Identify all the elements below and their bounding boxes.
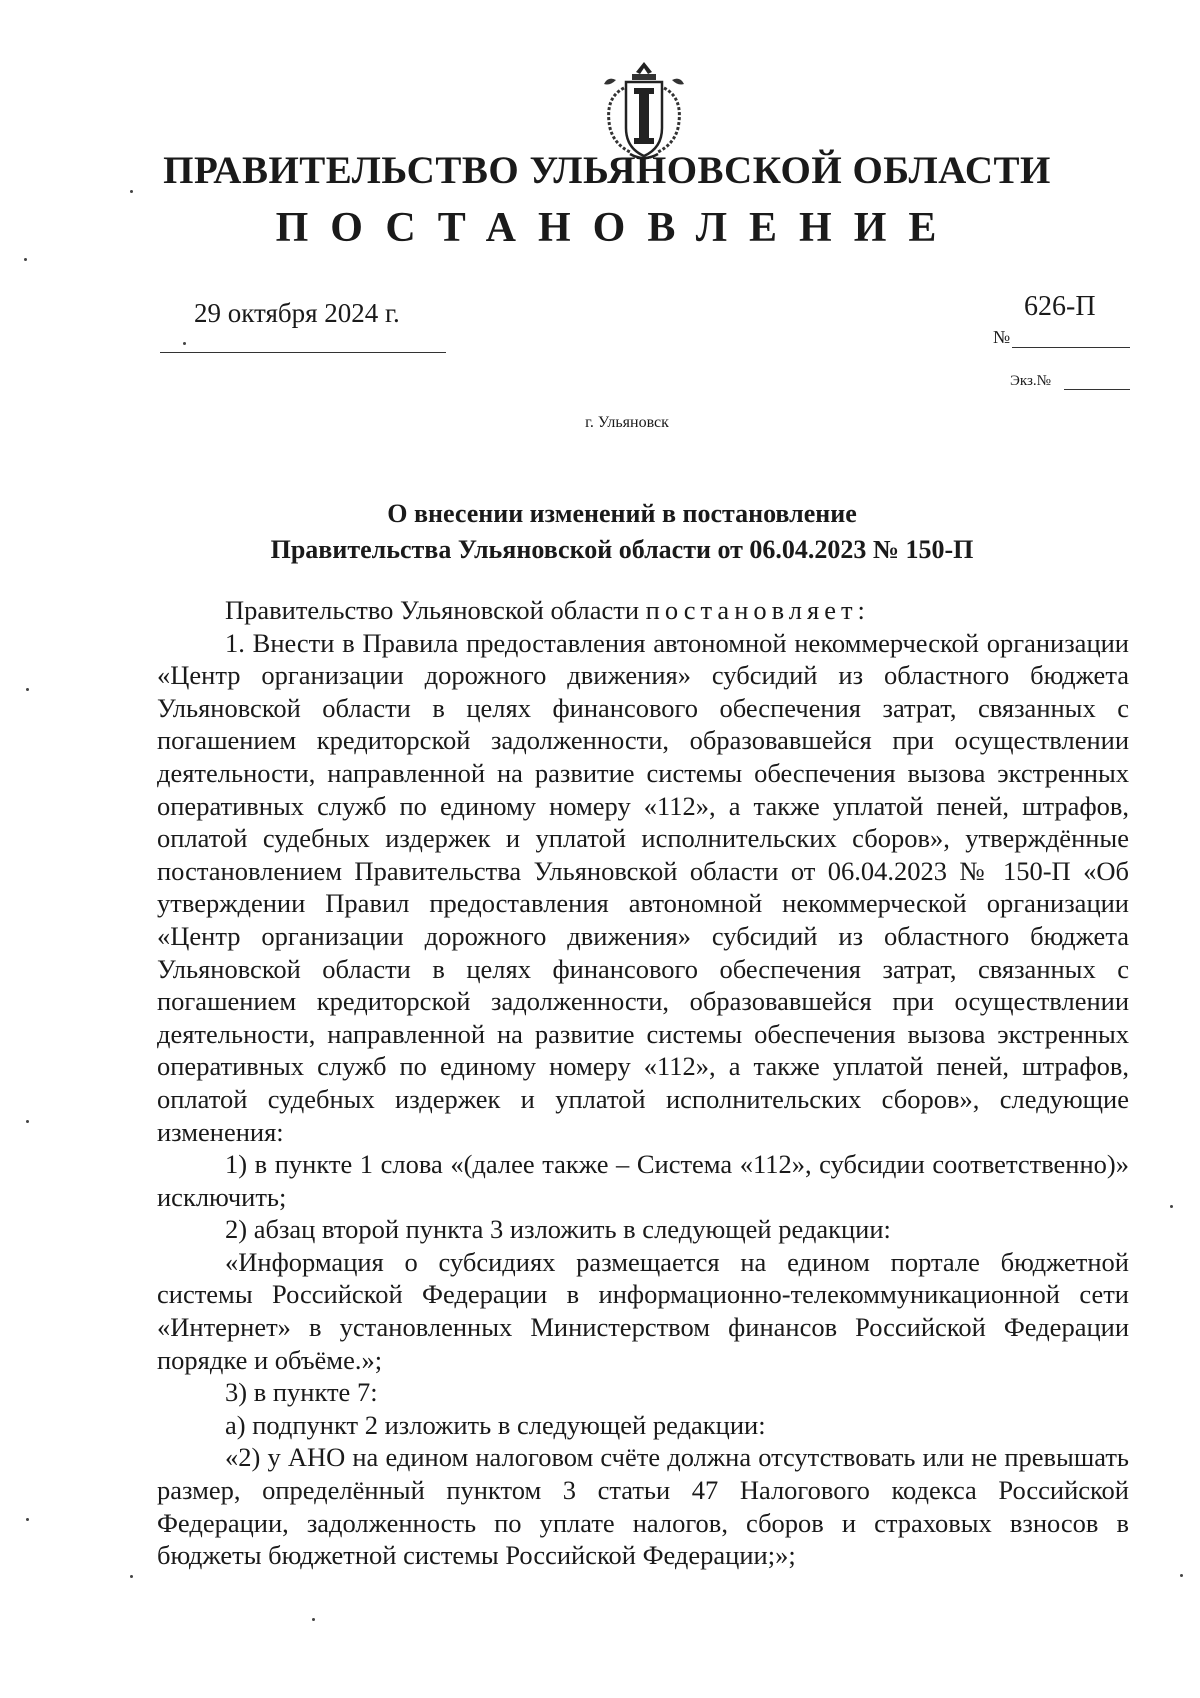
city-name: г. Ульяновск — [585, 414, 669, 431]
title-line-1: О внесении изменений в постановление — [387, 499, 857, 528]
number-underline — [1012, 347, 1130, 348]
title-line-2: Правительства Ульяновской области от 06.04.2023 № 150-П — [270, 535, 974, 564]
copy-number-label: Экз.№ — [1010, 373, 1051, 389]
paragraph-1: 1. Внести в Правила предоставления автономной некоммерческой организации «Центр организации дорожного движения» субсидий из областного бюджета Ульяновской области в целях финансового обеспечения затрат, связанных с погашением кредиторской задолженности, образовавшейся при осуществлении деятельности, направленной на развитие системы обеспечения вызова экстренных оперативных служб по единому номеру «112», а также уплатой пеней, штрафов, оплатой судебных издержек и уплатой исполнительских сборов», утверждённые постановлением Правительства Ульяновской области от 06.04.2023 № 150-П «Об утверждении Правил предоставления автономной некоммерческой организации «Центр организации дорожного движения» субсидий из областного бюджета Ульяновской области в целях финансового обеспечения затрат, связанных с погашением кредиторской задолженности, образовавшейся при осуществлении деятельности, направленной на развитие системы обеспечения вызова экстренных оперативных служб по единому номеру «112», а также уплатой пеней, штрафов, оплатой судебных издержек и уплатой исполнительских сборов», следующие изменения: — [157, 627, 1129, 1147]
document-number: 626-П — [1024, 291, 1096, 322]
copy-number-underline — [1064, 389, 1130, 390]
date-underline — [160, 352, 446, 353]
document-body — [157, 594, 1129, 1572]
organization-name: ПРАВИТЕЛЬСТВО УЛЬЯНОВСКОЙ ОБЛАСТИ — [163, 149, 1051, 192]
document-title — [0, 496, 1200, 568]
paragraph-7: «2) у АНО на едином налоговом счёте должна отсутствовать или не превышать размер, определённый пунктом 3 статьи 47 Налогового кодекса Российской Федерации, задолженность по уплате налогов, сборов и страховых взносов в бюджеты бюджетной системы Российской Федерации;»; — [157, 1442, 1129, 1571]
intro-paragraph — [157, 594, 1129, 627]
intro-resolves: постановляет: — [645, 595, 870, 625]
paragraph-5: 3) в пункте 7: — [225, 1377, 378, 1408]
document-date: 29 октября 2024 г. — [194, 298, 400, 328]
coat-of-arms-emblem — [596, 58, 692, 162]
number-label: № — [993, 327, 1011, 347]
intro-prefix: Правительство Ульяновской области — [225, 595, 646, 625]
paragraph-4: «Информация о субсидиях размещается на едином портале бюджетной системы Российской Федерации в информационно-телекоммуникационной сети «Интернет» в установленных Министерством финансов Российской Федерации порядке и объёме.»; — [157, 1246, 1129, 1375]
paragraph-6: а) подпункт 2 изложить в следующей редакции: — [225, 1409, 766, 1440]
paragraph-2: 1) в пункте 1 слова «(далее также – Система «112», субсидии соответственно)» исключить; — [157, 1149, 1129, 1212]
document-type: ПОСТАНОВЛЕНИЕ — [275, 205, 959, 251]
paragraph-3: 2) абзац второй пункта 3 изложить в следующей редакции: — [225, 1214, 891, 1245]
